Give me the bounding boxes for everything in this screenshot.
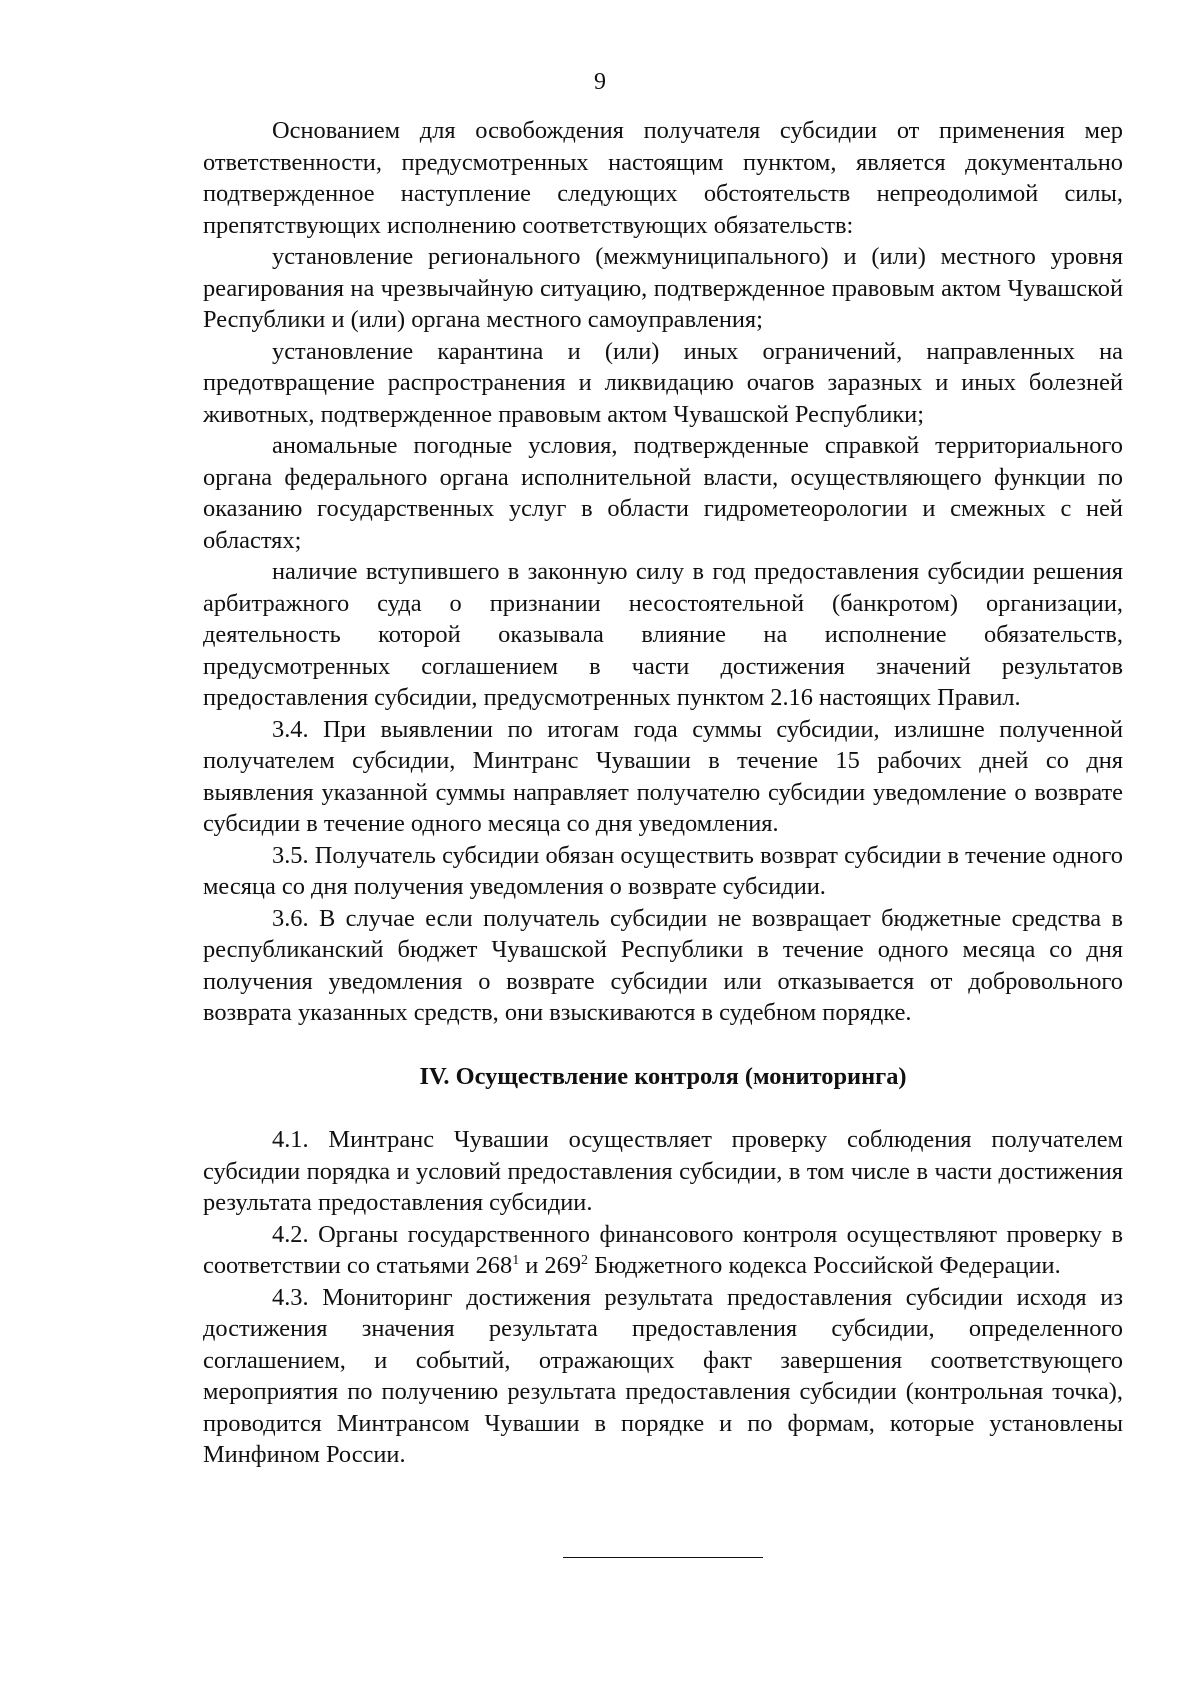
- paragraph-emergency-response: установление регионального (межмуниципального) и (или) местного уровня реагирования на чрезвычайную ситуацию, подтвержденное правовым актом Чувашской Республики и (или) органа местного самоуправления;: [203, 243, 1123, 333]
- document-body: [203, 115, 1123, 1471]
- paragraph-4-3: 4.3. Мониторинг достижения результата предоставления субсидии исходя из достижения значения результата предоставления субсидии, определенного соглашением, и событий, отражающих факт завершения соответствующего мероприятия по получению результата предоставления субсидии (контрольная точка), проводится Минтрансом Чувашии в порядке и по формам, которые установлены Минфином России.: [203, 1283, 1123, 1468]
- paragraph-4-2-text-3: Бюджетного кодекса Российской Федерации.: [588, 1252, 1061, 1279]
- paragraph-arbitration-decision: наличие вступившего в законную силу в год предоставления субсидии решения арбитражного суда о признании несостоятельной (банкротом) организации, деятельность которой оказывала влияние на исполнение обязательств, предусмотренных соглашением в части достижения значений результатов предоставления субсидии, предусмотренных пунктом 2.16 настоящих Правил.: [203, 558, 1123, 711]
- paragraph-4-2-text-1: 4.2. Органы государственного финансового контроля осуществляют проверку в соответствии со статьями 268: [203, 1220, 1123, 1279]
- paragraph-4-2: [203, 1219, 1123, 1282]
- superscript-1: 1: [512, 1253, 520, 1268]
- superscript-2: 2: [581, 1253, 589, 1268]
- paragraph-force-majeure-basis: Основанием для освобождения получателя субсидии от применения мер ответственности, предусмотренных настоящим пунктом, является документально подтвержденное наступление следующих обстоятельств непреодолимой силы, препятствующих исполнению соответствующих обязательств:: [203, 117, 1123, 239]
- paragraph-quarantine: установление карантина и (или) иных ограничений, направленных на предотвращение распространения и ликвидацию очагов заразных и иных болезней животных, подтвержденное правовым актом Чувашской Республики;: [203, 337, 1123, 428]
- paragraph-weather-conditions: аномальные погодные условия, подтвержденные справкой территориального органа федерального органа исполнительной власти, осуществляющего функции по оказанию государственных услуг в области гидрометеорологии и смежных с ней областях;: [203, 432, 1123, 554]
- page-number: 9: [594, 69, 606, 95]
- paragraph-4-2-text-2: и 269: [519, 1252, 582, 1279]
- paragraph-3-4: 3.4. При выявлении по итогам года суммы субсидии, излишне полученной получателем субсидии, Минтранс Чувашии в течение 15 рабочих дней со дня выявления указанной суммы направляет получателю субсидии уведомление о возврате субсидии в течение одного месяца со дня уведомления.: [203, 715, 1123, 837]
- section-heading: IV. Осуществление контроля (мониторинга): [419, 1062, 907, 1090]
- paragraph-4-1: 4.1. Минтранс Чувашии осуществляет проверку соблюдения получателем субсидии порядка и условий предоставления субсидии, в том числе в части достижения результата предоставления субсидии.: [203, 1126, 1123, 1216]
- end-divider-line: [563, 1557, 763, 1558]
- paragraph-3-5: 3.5. Получатель субсидии обязан осуществить возврат субсидии в течение одного месяца со дня получения уведомления о возврате субсидии.: [203, 841, 1123, 900]
- paragraph-3-6: 3.6. В случае если получатель субсидии не возвращает бюджетные средства в республиканский бюджет Чувашской Республики в течение одного месяца со дня получения уведомления о возврате субсидии или отказывается от добровольного возврата указанных средств, они взыскиваются в судебном порядке.: [203, 904, 1123, 1026]
